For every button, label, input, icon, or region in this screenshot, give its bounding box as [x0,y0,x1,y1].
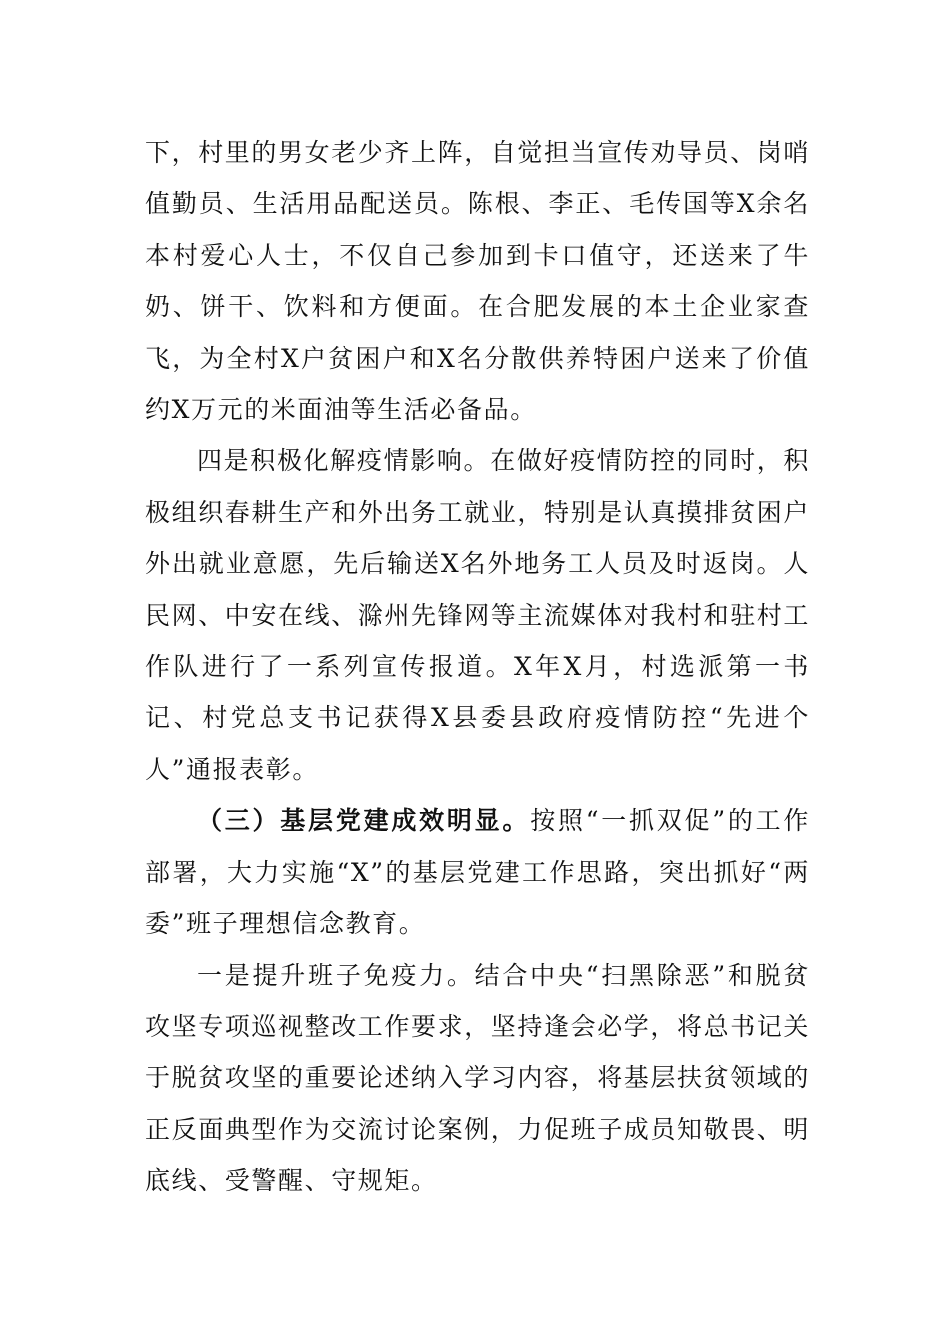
paragraph-point-one: 一是提升班子免疫力。结合中央“扫黑除恶”和脱贫攻坚专项巡视整改工作要求，坚持逢会必学，将总书记关于脱贫攻坚的重要论述纳入学习内容，将基层扶贫领域的正反面典型作为交流讨论案例，力促班子成员知敬畏、明底线、受警醒、守规矩。 [145,960,811,1196]
section-heading: （三）基层党建成效明显。 [197,806,531,836]
paragraph-point-four: 四是积极化解疫情影响。在做好疫情防控的同时，积极组织春耕生产和外出务工就业，特别是认真摸排贫困户外出就业意愿，先后输送X名外地务工人员及时返岗。人民网、中安在线、滁州先锋网等主流媒体对我村和驻村工作队进行了一系列宣传报道。X年X月，村选派第一书记、村党总支书记获得X县委县政府疫情防控“先进个人”通报表彰。 [145,446,811,784]
paragraph-continuation: 下，村里的男女老少齐上阵，自觉担当宣传劝导员、岗哨值勤员、生活用品配送员。陈根、李正、毛传国等X余名本村爱心人士，不仅自己参加到卡口值守，还送来了牛奶、饼干、饮料和方便面。在合肥发展的本土企业家查飞，为全村X户贫困户和X名分散供养特困户送来了价值约X万元的米面油等生活必备品。 [145,138,811,425]
paragraph-section-three [145,795,810,949]
section-three-text: 按照“一抓双促”的工作部署，大力实施“X”的基层党建工作思路，突出抓好“两委”班子理想信念教育。 [145,806,810,939]
document-body [145,127,810,1207]
